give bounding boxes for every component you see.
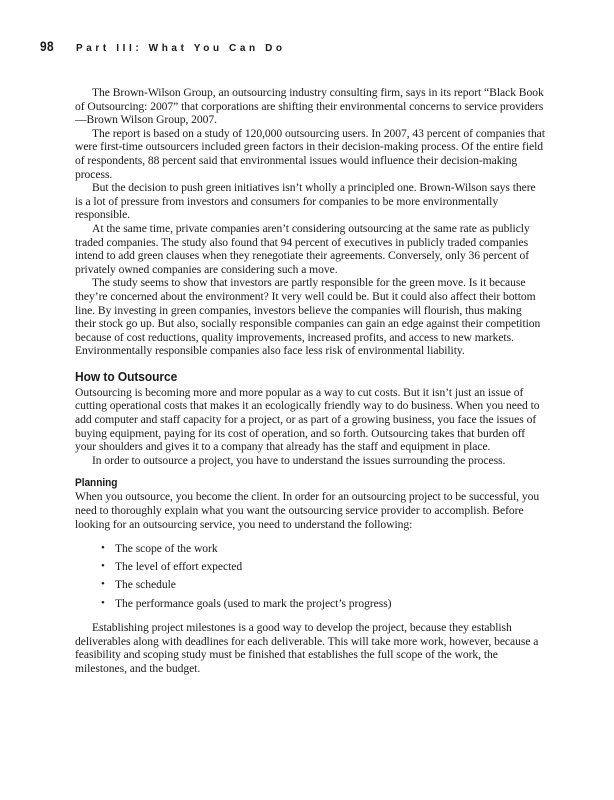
- list-item: [101, 542, 545, 556]
- bullet-icon: •: [101, 578, 105, 591]
- list-item-text: The schedule: [115, 578, 176, 592]
- list-item: [101, 578, 545, 592]
- paragraph: In order to outsource a project, you have to understand the issues surrounding the process.: [92, 453, 506, 467]
- paragraph: At the same time, private companies aren’t considering outsourcing at the same rate as publicly traded companies. The study also found that 94 percent of executives in publicly traded companies intend to add green clauses when they renegotiate their agreements. Conversely, only 36 percent of privately owned companies are considering such a move.: [75, 221, 530, 276]
- body-text: [75, 86, 545, 675]
- list-item-text: The level of effort expected: [115, 560, 243, 574]
- section-heading-how-to-outsource: How to Outsource: [75, 368, 178, 384]
- bullet-icon: •: [101, 542, 105, 555]
- paragraph: The Brown-Wilson Group, an outsourcing industry consulting firm, says in its report “Black Book of Outsourcing: 2007” that corporations are shifting their environmental concerns to service providers—Brown Wilson Group, 2007.: [75, 86, 544, 127]
- paragraph: But the decision to push green initiatives isn’t wholly a principled one. Brown-Wilson says there is a lot of pressure from investors and consumers for companies to be more environmentally responsible.: [75, 181, 536, 222]
- paragraph: When you outsource, you become the client. In order for an outsourcing project to be successful, you need to thoroughly explain what you want the outsourcing service provider to accomplish. Before looking for an outsourcing service, you need to understand the following:: [75, 490, 540, 531]
- subheading-planning: Planning: [75, 477, 118, 490]
- bullet-icon: •: [101, 596, 105, 609]
- list-item: [101, 597, 545, 611]
- section-label: Part III: What You Can Do: [76, 43, 286, 54]
- list-item-text: The scope of the work: [115, 542, 218, 556]
- bullet-icon: •: [101, 560, 105, 573]
- bullet-list: [75, 542, 545, 610]
- paragraph: Outsourcing is becoming more and more popular as a way to cut costs. But it isn’t just an issue of cutting operational costs that makes it an ecologically friendly way to do business. When you need to add computer and staff capacity for a project, or as part of a growing business, you face the issues of buying equipment, paying for its cost of operation, and so forth. Outsourcing takes that burden off your shoulders and gives it to a company that already has the staff and equipment in place.: [75, 385, 540, 454]
- page-number: 98: [40, 38, 55, 54]
- running-head: [40, 38, 286, 58]
- list-item: [101, 560, 545, 574]
- paragraph: The report is based on a study of 120,000 outsourcing users. In 2007, 43 percent of companies that were first-time outsourcers included green factors in their decision-making process. Of the entire field of respondents, 88 percent said that environmental issues would influence their decision-making process.: [75, 126, 545, 181]
- list-item-text: The performance goals (used to mark the project’s progress): [115, 596, 392, 610]
- paragraph: The study seems to show that investors are partly responsible for the green move. Is it because they’re concerned about the environment? It very well could be. But it could also affect their bottom line. By investing in green companies, investors believe the companies will flourish, thus making their stock go up. But also, socially responsible companies can gain an edge against their competition because of cost reductions, quality improvements, increased profits, and access to new markets. Environmentally responsible companies also face less risk of environmental liability.: [75, 276, 541, 358]
- paragraph: Establishing project milestones is a good way to develop the project, because they establish deliverables along with deadlines for each deliverable. This will take more work, however, because a feasibility and scoping study must be finished that establishes the full scope of the work, the milestones, and the budget.: [75, 621, 539, 675]
